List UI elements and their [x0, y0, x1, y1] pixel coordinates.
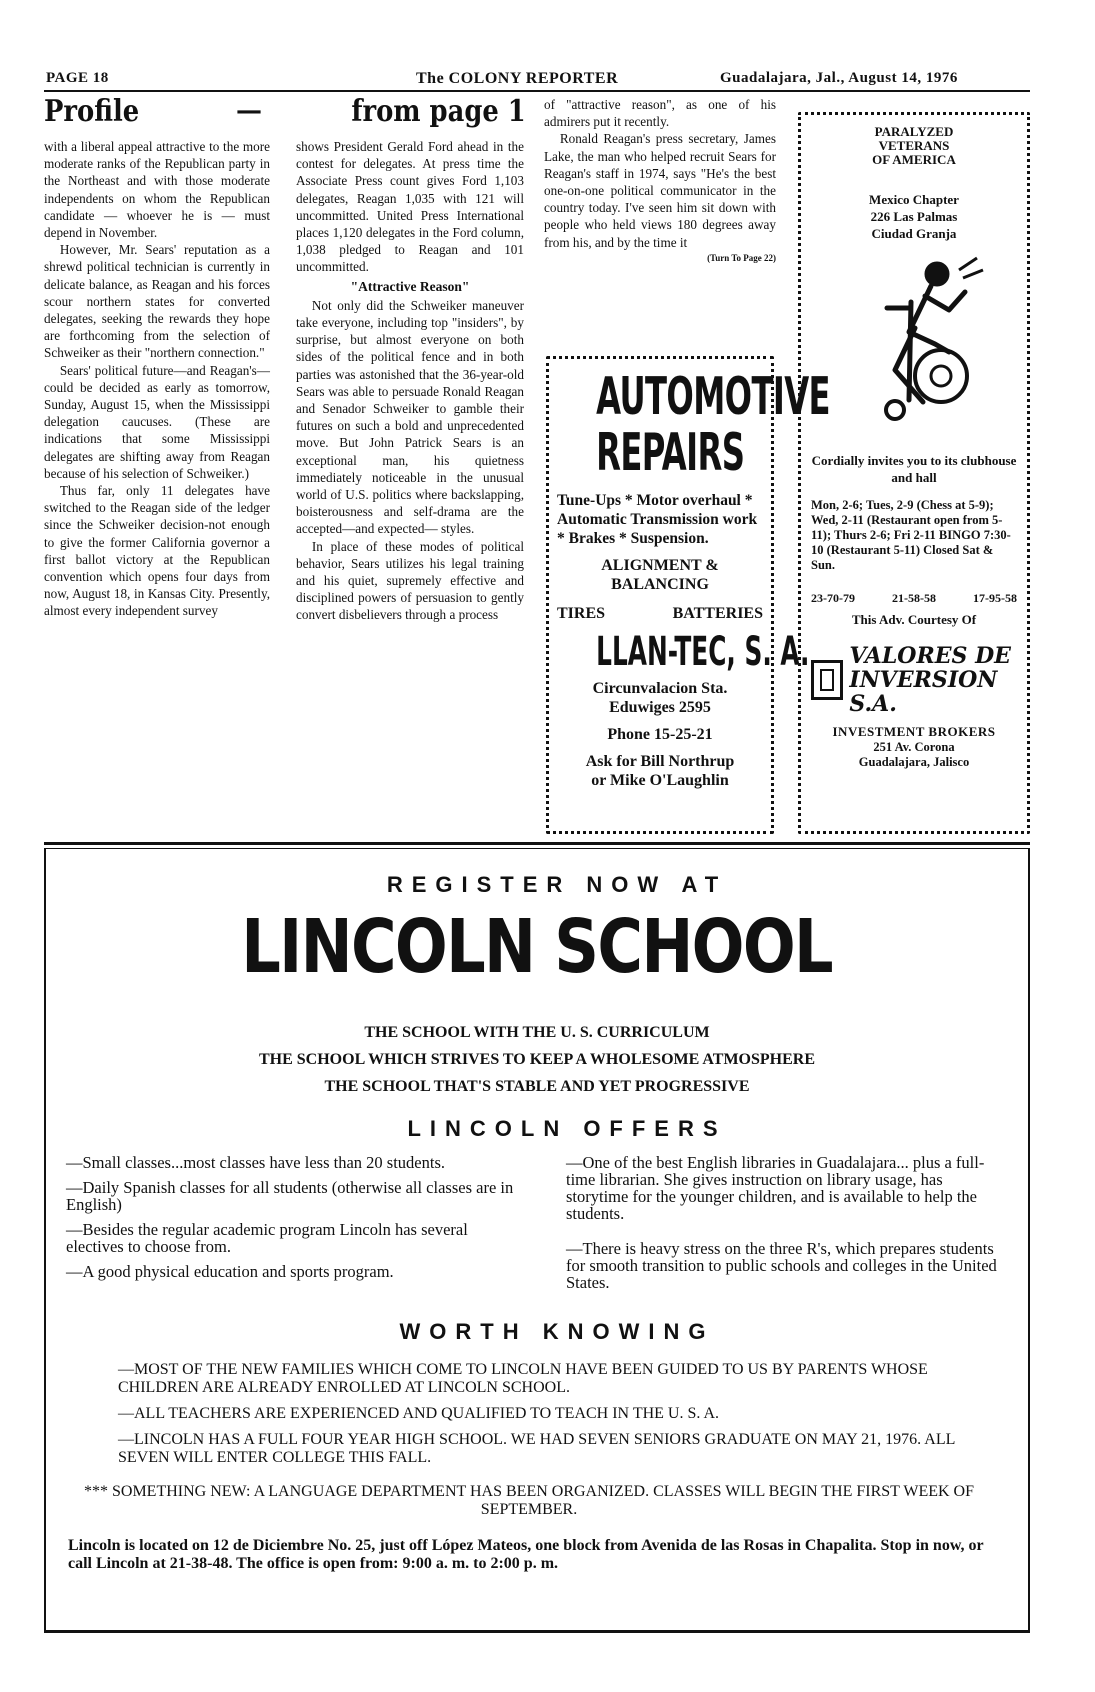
offers-list	[48, 1154, 1026, 1291]
paragraph: with a liberal appeal attractive to the more moderate ranks of the Republican party in the Northeast and with those moderate independents on whom the Republican candidate — whoever he is — must depend in November.	[44, 139, 270, 241]
offers-heading: LINCOLN OFFERS	[407, 1116, 727, 1141]
newspaper-name: The COLONY REPORTER	[416, 70, 619, 87]
paragraph: In place of these modes of political behavior, Sears utilizes his legal training and his quiet, supremely effective and disciplined powers of persuasion to gently convert disbelievers through a process	[296, 538, 524, 623]
pva-chapter-line: 226 Las Palmas	[870, 209, 958, 224]
pva-phone: 21-58-58	[892, 591, 936, 605]
offer-item: —Small classes...most classes have less than 20 students.	[66, 1153, 445, 1172]
lincoln-title-wrap	[48, 904, 1026, 1002]
pva-chapter-line: Ciudad Granja	[871, 226, 957, 241]
ad-headline: AUTOMOTIVE	[596, 367, 830, 427]
header-rule	[44, 90, 1030, 92]
ad-headline: REPAIRS	[596, 423, 745, 483]
pva-courtesy: This Adv. Courtesy Of	[851, 612, 977, 627]
jump-line: (Turn To Page 22)	[707, 252, 776, 263]
worth-knowing-list	[48, 1361, 1026, 1467]
register-line: REGISTER NOW AT	[386, 872, 728, 897]
pva-chapter	[811, 191, 1017, 242]
article-column-3	[544, 96, 776, 265]
ad-address-1: Circunvalacion Sta.	[592, 680, 728, 697]
article-column-1	[44, 138, 270, 620]
paragraph: shows President Gerald Ford ahead in the contest for delegates. At press time the Associate Press count gives Ford 1,103 delegates, Reagan 1,035 with 121 will uncommitted. United Press International places 1,120 delegates in the Ford column, 1,038 pledged to Reagan and 101 uncommitted.	[296, 139, 524, 275]
offer-item: —Besides the regular academic program Lincoln has several electives to choose from.	[66, 1220, 468, 1256]
ad-company: LLAN-TEC, S. A.	[596, 629, 810, 675]
paragraph: Not only did the Schweiker maneuver take everyone, including top "insiders", by surprise, but almost everyone on both sides of the political fence and in both parties was astonished that the 36-year-old Sears was able to persuade Ronald Reagan and Senador Schweiker to gamble their futures on such a bold and unprecedented move. But John Patrick Sears is an exceptional man, his quietness immediately noticeable in the unusual world of U.S. politics where backslapping, boisterousness and self-drama are the accepted—and expected— styles.	[296, 297, 524, 537]
jump-headline-wrap	[336, 94, 526, 134]
tagline-1: THE SCHOOL WITH THE U. S. CURRICULUM	[364, 1024, 710, 1041]
ad-batteries: BATTERIES	[672, 605, 763, 622]
something-new: *** SOMETHING NEW: A LANGUAGE DEPARTMENT HAS BEEN ORGANIZED. CLASSES WILL BEGIN THE FIRST WEEK OF SEPTEMBER.	[83, 1483, 974, 1518]
headline-dash: —	[236, 96, 262, 126]
paragraph: However, Mr. Sears' reputation as a shrewd political technician is currently in delicate balance, as Reagan and his forces scour northern states for converted delegates, seeking the rewards they hope are forthcoming from the selection of Schweiker as their "northern connection."	[44, 242, 270, 361]
offer-item: —One of the best English libraries in Guadalajara... plus a full-time librarian. She gives instruction on library usage, has storytime for the younger children, and is available to help the students.	[566, 1153, 985, 1223]
pva-brokers: INVESTMENT BROKERS	[832, 724, 996, 739]
tagline-2: THE SCHOOL WHICH STRIVES TO KEEP A WHOLESOME ATMOSPHERE	[258, 1051, 815, 1068]
offer-item: —A good physical education and sports program.	[66, 1262, 394, 1281]
offers-left-column	[66, 1154, 528, 1291]
ad-tires-batteries	[557, 604, 763, 623]
ad-alignment: ALIGNMENT & BALANCING	[601, 557, 719, 593]
worth-item: —ALL TEACHERS ARE EXPERIENCED AND QUALIFIED TO TEACH IN THE U. S. A.	[118, 1405, 720, 1422]
offer-item: —Daily Spanish classes for all students (otherwise all classes are in English)	[66, 1178, 514, 1214]
page-number: PAGE 18	[46, 70, 109, 86]
ad-tires: TIRES	[557, 605, 606, 622]
worth-knowing-heading: WORTH KNOWING	[399, 1319, 715, 1344]
pva-phone: 17-95-58	[973, 591, 1017, 605]
location-info: Lincoln is located on 12 de Diciembre No. 25, just off López Mateos, one block from Avenida de las Rosas in Chapalita. Stop in now, or call Lincoln at 21-38-48. The office is open from: 9:00 a. m. to 2:00 p. m.	[68, 1537, 984, 1572]
jump-headline: from page 1	[351, 94, 526, 129]
worth-item: —LINCOLN HAS A FULL FOUR YEAR HIGH SCHOOL. WE HAD SEVEN SENIORS GRADUATE ON MAY 21, 1976. ALL SEVEN WILL ENTER COLLEGE THIS FALL.	[118, 1431, 955, 1466]
pva-title	[811, 125, 1017, 167]
paragraph: Sears' political future—and Reagan's—could be decided as early as tomorrow, Sunday, August 15, when the Mississippi delegation caucuses. (These are indications that some Mississippi delegates are shifting away from Reagan because of his selection of Schweiker.)	[44, 362, 270, 481]
lincoln-school-ad	[48, 850, 1026, 1573]
automotive-repairs-ad	[546, 356, 830, 834]
ad-left-rule	[44, 848, 46, 1632]
paralyzed-veterans-ad	[798, 112, 1030, 834]
paragraph: Thus far, only 11 delegates have switched to the Reagan side of the ledger since the Schweiker decision-not enough to give the former California governor a first ballot victory at the Republican convention which opens four days from now, August 18, in Kansas City. Presently, almost every independent survey	[44, 483, 270, 619]
ad-bottom-rule	[44, 1630, 1030, 1633]
pva-title-line: PARALYZED	[874, 124, 954, 139]
paragraph: of "attractive reason", as one of his admirers put it recently.	[544, 97, 776, 130]
profile-headline: Profile	[44, 94, 140, 129]
wheelchair-user-icon	[839, 252, 989, 432]
subheading: "Attractive Reason"	[350, 278, 470, 294]
offer-item: —There is heavy stress on the three R's, which prepares students for smooth transition to public schools and colleges in the United States.	[566, 1239, 997, 1292]
pva-address-1: 251 Av. Corona	[873, 740, 955, 754]
pva-title-line: VETERANS	[878, 138, 950, 153]
dateline: Guadalajara, Jal., August 14, 1976	[720, 70, 958, 86]
lincoln-title: LINCOLN SCHOOL	[241, 904, 833, 990]
pva-title-line: OF AMERICA	[872, 152, 956, 167]
ad-right-rule	[1028, 848, 1030, 1632]
ad-services: Tune-Ups * Motor overhaul * Automatic Transmission work * Brakes * Suspension.	[557, 492, 758, 547]
valores-logo	[811, 644, 1017, 716]
offers-right-column	[566, 1154, 1006, 1291]
pva-phone: 23-70-79	[811, 591, 855, 605]
pva-chapter-line: Mexico Chapter	[869, 192, 959, 207]
ad-phone: Phone 15-25-21	[607, 726, 713, 743]
pva-phones	[811, 591, 1017, 606]
ad-top-rule	[44, 842, 1030, 845]
valores-logo-line: VALORES DE	[849, 643, 1011, 669]
worth-item: —MOST OF THE NEW FAMILIES WHICH COME TO LINCOLN HAVE BEEN GUIDED TO US BY PARENTS WHOSE CHILDREN ARE ALREADY ENROLLED AT LINCOLN SCHOOL.	[118, 1361, 928, 1396]
pva-address-2: Guadalajara, Jalisco	[858, 755, 970, 769]
paragraph: Ronald Reagan's press secretary, James Lake, the man who helped recruit Sears for Reagan's staff in 1974, says "He's the best one-on-one political communicator in the country today. I've seen him sit down with people who held views 180 degrees away from his, and by the time it	[544, 131, 776, 250]
valores-logo-line: INVERSION S.A.	[849, 667, 998, 717]
ad-contact-2: or Mike O'Laughlin	[591, 772, 729, 789]
ad-top-rule-thin	[44, 848, 1030, 849]
valores-emblem-icon	[811, 660, 843, 700]
article-column-2	[296, 138, 524, 624]
tagline-3: THE SCHOOL THAT'S STABLE AND YET PROGRESSIVE	[324, 1078, 750, 1095]
ad-address-2: Eduwiges 2595	[609, 699, 711, 716]
pva-invite: Cordially invites you to its clubhouse and hall	[811, 453, 1017, 485]
ad-contact-1: Ask for Bill Northrup	[585, 753, 735, 770]
pva-schedule: Mon, 2-6; Tues, 2-9 (Chess at 5-9); Wed, 2-11 (Restaurant open from 5-11); Thurs 2-6; Fri 2-11 BINGO 7:30-10 (Restaurant 5-11) Closed Sat & Sun.	[811, 498, 1011, 572]
